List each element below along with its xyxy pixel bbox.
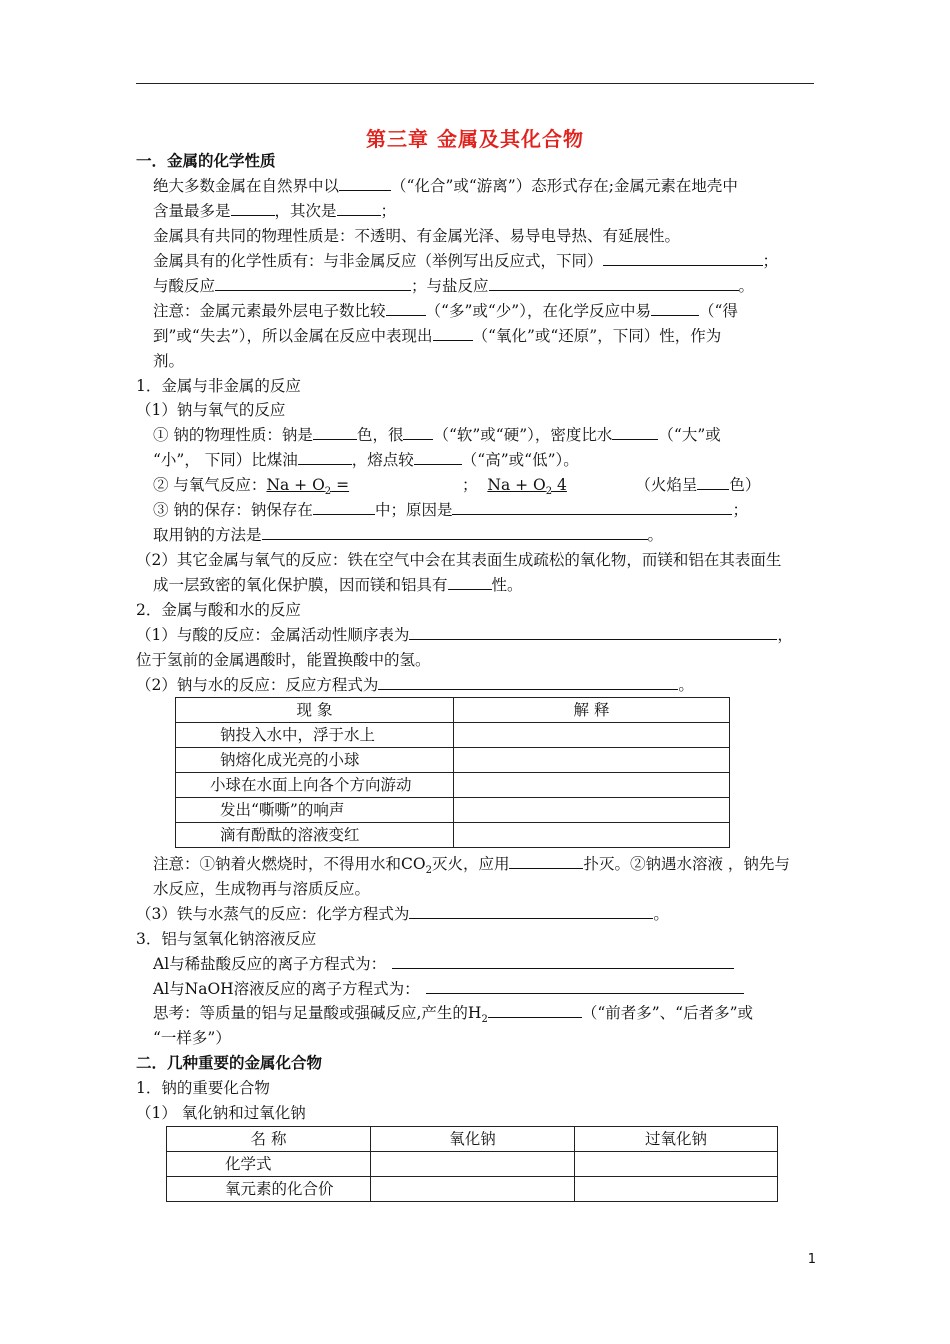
- text-line: （2）其它金属与氧气的反应：铁在空气中会在其表面生成疏松的氧化物，而镁和铝在其表面生: [136, 551, 782, 569]
- answer-cell[interactable]: [454, 748, 730, 773]
- table-row: 氧元素的化合价: [167, 1177, 778, 1202]
- text-line: 剂。: [153, 352, 185, 370]
- answer-cell[interactable]: [454, 798, 730, 823]
- sodium-water-table: [175, 697, 730, 848]
- table-row: 小球在水面上向各个方向游动: [176, 773, 730, 798]
- page-number: 1: [807, 1252, 816, 1267]
- answer-cell[interactable]: [575, 1177, 778, 1202]
- text-line: （1）钠与氧气的反应: [136, 401, 286, 419]
- text-line: （1） 氧化钠和过氧化钠: [136, 1104, 306, 1122]
- answer-cell[interactable]: [454, 823, 730, 848]
- text-line: “一样多”）: [153, 1029, 231, 1047]
- table-header: 名 称: [167, 1127, 371, 1152]
- sodium-oxides-table: [166, 1126, 778, 1202]
- table-row: 滴有酚酞的溶液变红: [176, 823, 730, 848]
- answer-cell[interactable]: [454, 723, 730, 748]
- table-header: 解 释: [454, 698, 730, 723]
- text-line: （3）铁与水蒸气的反应：化学方程式为 。: [136, 905, 669, 923]
- text-line: Al与稀盐酸反应的离子方程式为：: [153, 953, 734, 975]
- table-row: 钠投入水中，浮于水上: [176, 723, 730, 748]
- table-header: 现 象: [176, 698, 454, 723]
- text-line: 含量最多是 ，其次是 ；: [153, 202, 397, 220]
- text-line: 绝大多数金属在自然界中以 （“化合”或“游离”）态形式存在;金属元素在地壳中: [153, 177, 738, 195]
- text-line: 到”或“失去”），所以金属在反应中表现出 （“氧化”或“还原”，下同）性，作为: [153, 327, 722, 345]
- subsection-heading: 1．钠的重要化合物: [136, 1079, 270, 1097]
- text-line: 与酸反应 ；与盐反应 。: [153, 277, 755, 295]
- text-line: 金属具有共同的物理性质是：不透明、有金属光泽、易导电导热、有延展性。: [153, 227, 681, 245]
- table-row: 钠熔化成光亮的小球: [176, 748, 730, 773]
- section-heading: 二．几种重要的金属化合物: [136, 1054, 323, 1072]
- text-line: ② 与氧气反应：$Na + O_2$ = ； $Na + O_2$ 4 （火焰呈 色）: [153, 476, 761, 498]
- text-line: ① 钠的物理性质：钠是 色，很 （“软”或“硬”），密度比水 （“大”或: [153, 426, 721, 444]
- header-rule: [136, 83, 814, 84]
- text-line: 金属具有的化学性质有：与非金属反应（举例写出反应式，下同） ；: [153, 252, 779, 270]
- text-line: （2）钠与水的反应：反应方程式为 。: [136, 676, 694, 694]
- text-line: 水反应，生成物再与溶质反应。: [153, 880, 371, 898]
- table-header: 过氧化钠: [575, 1127, 778, 1152]
- subsection-heading: 1．金属与非金属的反应: [136, 377, 301, 395]
- answer-cell[interactable]: [575, 1152, 778, 1177]
- text-line: 思考：等质量的铝与足量酸或强碱反应,产生的$H_2$ （“前者多”、“后者多”或: [153, 1004, 754, 1026]
- text-line: 取用钠的方法是 。: [153, 526, 664, 544]
- subsection-heading: 2．金属与酸和水的反应: [136, 601, 301, 619]
- text-line: （1）与酸的反应：金属活动性顺序表为 ，: [136, 626, 793, 644]
- subsection-heading: 3．铝与氢氧化钠溶液反应: [136, 930, 317, 948]
- chapter-title: 第三章 金属及其化合物: [366, 127, 584, 151]
- text-line: “小”， 下同）比煤油 ，熔点较 （“高”或“低”）。: [153, 451, 579, 469]
- text-line: ③ 钠的保存：钠保存在 中；原因是 ；: [153, 501, 748, 519]
- table-row: 发出“嘶嘶”的响声: [176, 798, 730, 823]
- answer-cell[interactable]: [371, 1177, 575, 1202]
- table-row: 化学式: [167, 1152, 778, 1177]
- answer-cell[interactable]: [454, 773, 730, 798]
- text-line: 成一层致密的氧化保护膜，因而镁和铝具有 性。: [153, 576, 523, 594]
- table-header: 氧化钠: [371, 1127, 575, 1152]
- section-heading: 一．金属的化学性质: [136, 152, 276, 170]
- answer-cell[interactable]: [371, 1152, 575, 1177]
- text-line: Al与NaOH溶液反应的离子方程式为：: [153, 978, 744, 1000]
- text-line: 位于氢前的金属遇酸时，能置换酸中的氢。: [136, 651, 431, 669]
- text-line: 注意：①钠着火燃烧时，不得用水和$CO_2$灭火，应用 扑灭。②钠遇水溶液 ，钠先与: [153, 855, 790, 877]
- text-line: 注意：金属元素最外层电子数比较 （“多”或“少”），在化学反应中易 （“得: [153, 302, 738, 320]
